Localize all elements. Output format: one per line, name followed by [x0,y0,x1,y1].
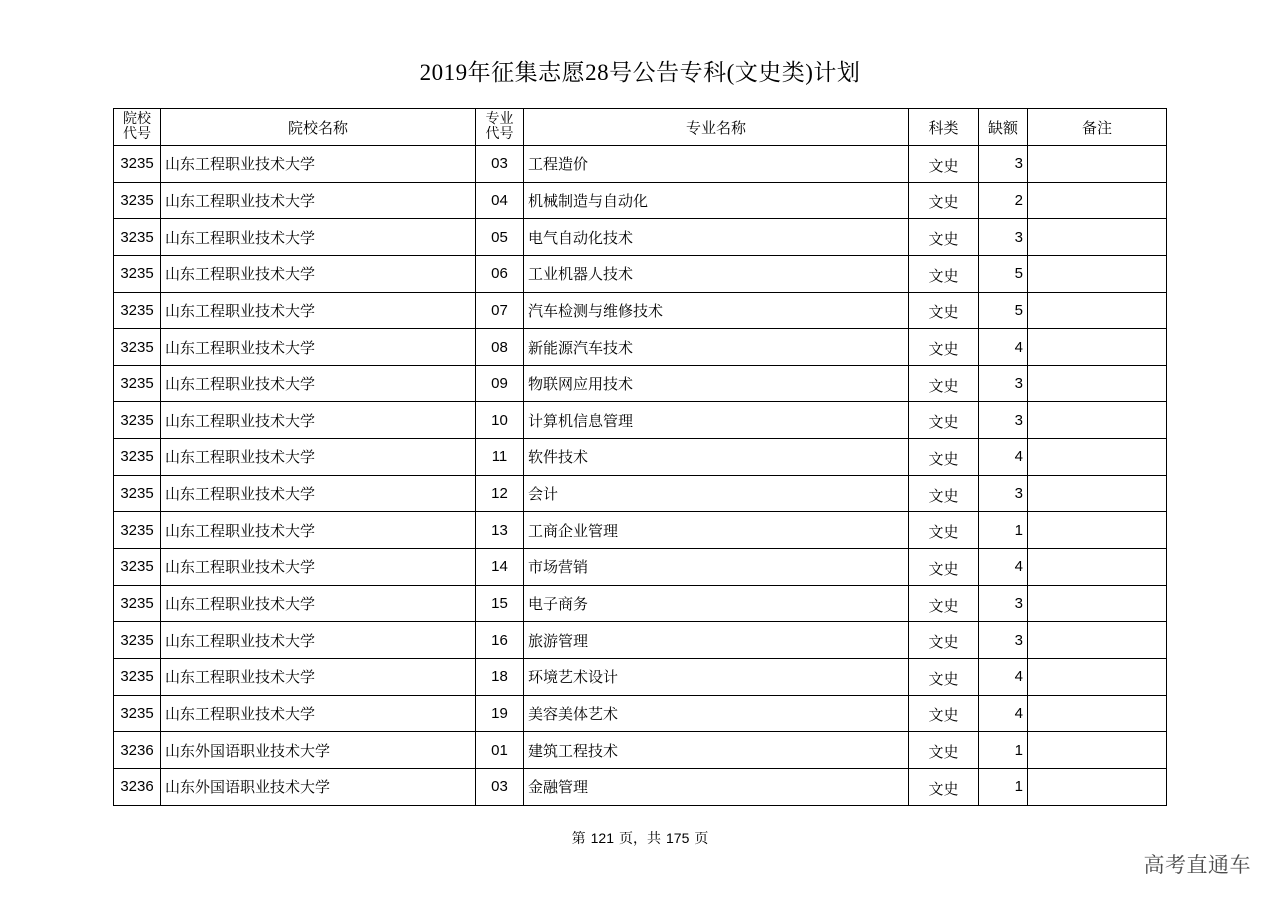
table-row [114,585,1167,622]
footer-suffix: 页 [694,831,709,847]
vacancy-cell: 5 [979,255,1028,292]
category-cell: 文史 [909,365,979,402]
header-school-code [114,109,161,146]
vacancy-cell: 3 [979,365,1028,402]
vacancy-cell: 3 [979,402,1028,439]
major-code-cell: 03 [476,768,524,805]
current-page-number: 121 [590,830,614,846]
major-code-cell: 16 [476,622,524,659]
school-name-cell: 山东工程职业技术大学 [161,329,476,366]
category-cell: 文史 [909,732,979,769]
category-cell: 文史 [909,182,979,219]
table-row [114,182,1167,219]
category-cell: 文史 [909,768,979,805]
vacancy-cell: 3 [979,146,1028,183]
table-row [114,695,1167,732]
school-name-cell: 山东工程职业技术大学 [161,219,476,256]
vacancy-cell: 4 [979,329,1028,366]
header-major-code-line-1: 专业 [485,111,514,127]
school-code-cell: 3235 [114,622,161,659]
school-name-cell: 山东工程职业技术大学 [161,365,476,402]
school-name-cell: 山东工程职业技术大学 [161,292,476,329]
major-code-cell: 06 [476,255,524,292]
document-title: 2019年征集志愿28号公告专科(文史类)计划 [419,60,861,85]
school-code-cell: 3236 [114,768,161,805]
header-major-code [476,109,524,146]
vacancy-cell: 4 [979,695,1028,732]
major-code-cell: 19 [476,695,524,732]
remarks-cell [1028,182,1167,219]
major-code-cell: 14 [476,549,524,586]
remarks-cell [1028,439,1167,476]
school-code-cell: 3235 [114,439,161,476]
remarks-cell [1028,695,1167,732]
table-row [114,512,1167,549]
school-name-cell: 山东工程职业技术大学 [161,658,476,695]
school-code-cell: 3236 [114,732,161,769]
remarks-cell [1028,219,1167,256]
header-major-name: 专业名称 [524,109,909,146]
category-cell: 文史 [909,329,979,366]
header-category: 科类 [909,109,979,146]
remarks-cell [1028,658,1167,695]
major-code-cell: 11 [476,439,524,476]
school-code-cell: 3235 [114,146,161,183]
header-school-code-line-2: 代号 [123,126,151,142]
remarks-cell [1028,255,1167,292]
remarks-cell [1028,292,1167,329]
major-name-cell: 新能源汽车技术 [524,329,909,366]
table-row [114,622,1167,659]
category-cell: 文史 [909,146,979,183]
header-remarks: 备注 [1028,109,1167,146]
major-code-cell: 09 [476,365,524,402]
school-name-cell: 山东外国语职业技术大学 [161,732,476,769]
major-code-cell: 18 [476,658,524,695]
remarks-cell [1028,365,1167,402]
watermark-text: 高考直通车 [1143,853,1251,877]
category-cell: 文史 [909,585,979,622]
category-cell: 文史 [909,475,979,512]
category-cell: 文史 [909,658,979,695]
school-code-cell: 3235 [114,475,161,512]
remarks-cell [1028,732,1167,769]
major-name-cell: 软件技术 [524,439,909,476]
remarks-cell [1028,622,1167,659]
major-name-cell: 机械制造与自动化 [524,182,909,219]
major-code-cell: 05 [476,219,524,256]
school-name-cell: 山东工程职业技术大学 [161,182,476,219]
major-code-cell: 12 [476,475,524,512]
header-school-name: 院校名称 [161,109,476,146]
major-name-cell: 市场营销 [524,549,909,586]
school-code-cell: 3235 [114,219,161,256]
remarks-cell [1028,512,1167,549]
school-code-cell: 3235 [114,585,161,622]
table-row [114,292,1167,329]
school-code-cell: 3235 [114,182,161,219]
category-cell: 文史 [909,695,979,732]
major-name-cell: 工程造价 [524,146,909,183]
header-school-code-line-1: 院校 [123,111,151,127]
vacancy-cell: 3 [979,475,1028,512]
table-row [114,658,1167,695]
remarks-cell [1028,585,1167,622]
school-name-cell: 山东工程职业技术大学 [161,439,476,476]
category-cell: 文史 [909,292,979,329]
category-cell: 文史 [909,402,979,439]
category-cell: 文史 [909,255,979,292]
table-row [114,732,1167,769]
table-header-row [114,109,1167,146]
major-code-cell: 04 [476,182,524,219]
school-name-cell: 山东工程职业技术大学 [161,622,476,659]
school-code-cell: 3235 [114,255,161,292]
remarks-cell [1028,402,1167,439]
vacancy-cell: 3 [979,585,1028,622]
category-cell: 文史 [909,549,979,586]
major-name-cell: 电子商务 [524,585,909,622]
school-name-cell: 山东工程职业技术大学 [161,146,476,183]
school-name-cell: 山东工程职业技术大学 [161,255,476,292]
category-cell: 文史 [909,512,979,549]
major-name-cell: 会计 [524,475,909,512]
school-code-cell: 3235 [114,402,161,439]
major-code-cell: 03 [476,146,524,183]
vacancy-cell: 3 [979,622,1028,659]
school-code-cell: 3235 [114,549,161,586]
school-name-cell: 山东工程职业技术大学 [161,475,476,512]
table-row [114,475,1167,512]
table-row [114,255,1167,292]
category-cell: 文史 [909,622,979,659]
header-vacancy: 缺额 [979,109,1028,146]
school-name-cell: 山东工程职业技术大学 [161,549,476,586]
table-row [114,768,1167,805]
category-cell: 文史 [909,219,979,256]
major-name-cell: 计算机信息管理 [524,402,909,439]
major-name-cell: 电气自动化技术 [524,219,909,256]
remarks-cell [1028,768,1167,805]
major-name-cell: 物联网应用技术 [524,365,909,402]
vacancy-cell: 4 [979,658,1028,695]
school-name-cell: 山东工程职业技术大学 [161,585,476,622]
table-row [114,402,1167,439]
major-name-cell: 环境艺术设计 [524,658,909,695]
page-footer [0,828,1280,849]
major-code-cell: 10 [476,402,524,439]
vacancy-cell: 4 [979,549,1028,586]
vacancy-cell: 1 [979,512,1028,549]
table-row [114,146,1167,183]
table-row [114,219,1167,256]
vacancy-cell: 1 [979,768,1028,805]
school-name-cell: 山东工程职业技术大学 [161,402,476,439]
table-row [114,549,1167,586]
school-code-cell: 3235 [114,329,161,366]
vacancy-cell: 2 [979,182,1028,219]
remarks-cell [1028,146,1167,183]
enrollment-plan-table [113,108,1167,806]
major-code-cell: 07 [476,292,524,329]
total-pages-number: 175 [666,830,690,846]
major-code-cell: 08 [476,329,524,366]
major-name-cell: 工业机器人技术 [524,255,909,292]
vacancy-cell: 5 [979,292,1028,329]
school-code-cell: 3235 [114,292,161,329]
vacancy-cell: 4 [979,439,1028,476]
vacancy-cell: 3 [979,219,1028,256]
table-row [114,329,1167,366]
school-code-cell: 3235 [114,365,161,402]
major-code-cell: 15 [476,585,524,622]
major-name-cell: 旅游管理 [524,622,909,659]
category-cell: 文史 [909,439,979,476]
major-code-cell: 13 [476,512,524,549]
table-row [114,439,1167,476]
school-code-cell: 3235 [114,658,161,695]
table-row [114,365,1167,402]
major-name-cell: 工商企业管理 [524,512,909,549]
school-name-cell: 山东工程职业技术大学 [161,695,476,732]
header-major-code-line-2: 代号 [485,126,514,142]
footer-prefix: 第 [571,831,586,847]
vacancy-cell: 1 [979,732,1028,769]
footer-middle: 页，共 [619,831,661,847]
remarks-cell [1028,329,1167,366]
school-name-cell: 山东工程职业技术大学 [161,512,476,549]
major-name-cell: 建筑工程技术 [524,732,909,769]
school-code-cell: 3235 [114,695,161,732]
school-code-cell: 3235 [114,512,161,549]
major-name-cell: 汽车检测与维修技术 [524,292,909,329]
major-name-cell: 金融管理 [524,768,909,805]
remarks-cell [1028,549,1167,586]
major-name-cell: 美容美体艺术 [524,695,909,732]
school-name-cell: 山东外国语职业技术大学 [161,768,476,805]
remarks-cell [1028,475,1167,512]
major-code-cell: 01 [476,732,524,769]
